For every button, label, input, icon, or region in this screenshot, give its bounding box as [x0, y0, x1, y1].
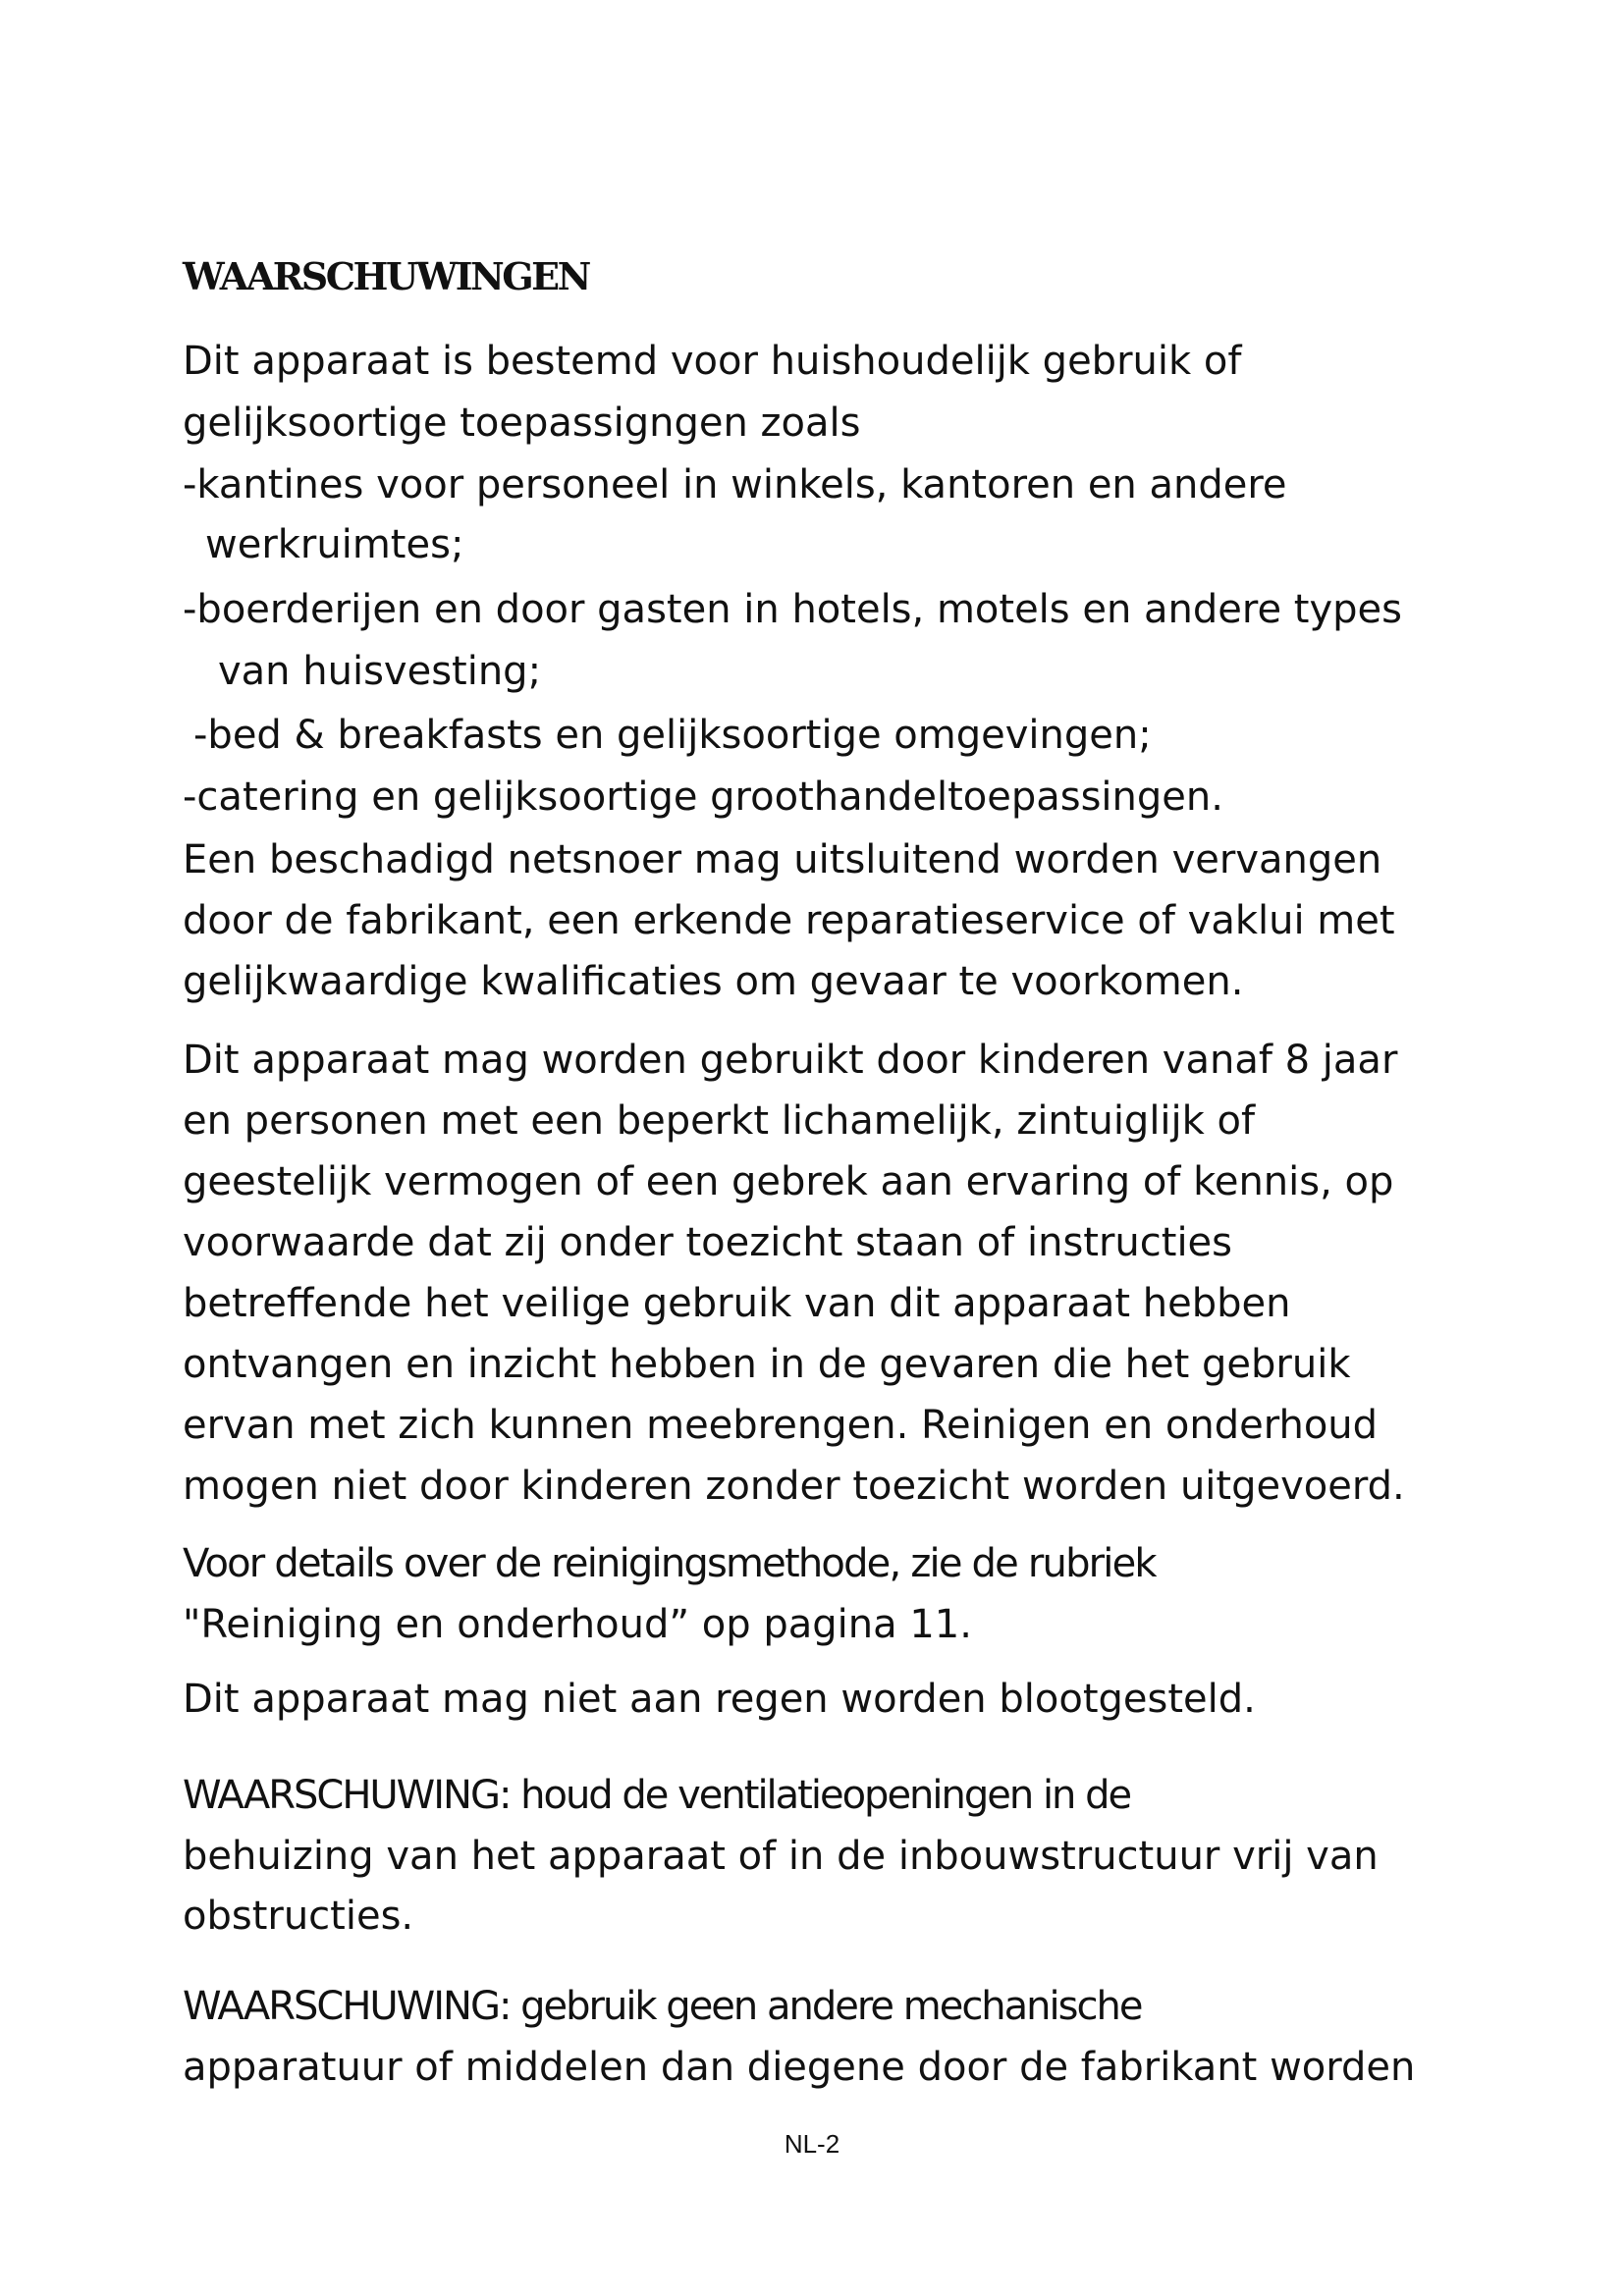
list-item-line: -bed & breakfasts en gelijksoortige omgevingen;	[193, 713, 1152, 758]
text-line: ontvangen en inzicht hebben in de gevaren die het gebruik	[183, 1342, 1351, 1387]
text-line: Voor details over de reinigingsmethode, zie de rubriek	[183, 1541, 1156, 1586]
text-line: geestelijk vermogen of een gebrek aan ervaring of kennis, op	[183, 1159, 1394, 1204]
text-line: Dit apparaat is bestemd voor huishoudelijk gebruik of	[183, 339, 1242, 384]
page-number: NL-2	[784, 2129, 840, 2159]
text-line: door de fabrikant, een erkende reparatieservice of vaklui met	[183, 898, 1395, 943]
text-line: Dit apparaat mag worden gebruikt door kinderen vanaf 8 jaar	[183, 1038, 1398, 1083]
text-line: obstructies.	[183, 1894, 414, 1939]
list-item-line: -boerderijen en door gasten in hotels, motels en andere types	[183, 587, 1402, 632]
text-line: gelijksoortige toepassigngen zoals	[183, 400, 861, 446]
warning-line: WAARSCHUWING: houd de ventilatieopeningen in de	[183, 1773, 1131, 1818]
text-line: gelijkwaardige kwalificaties om gevaar te voorkomen.	[183, 959, 1244, 1004]
text-line: ervan met zich kunnen meebrengen. Reinigen en onderhoud	[183, 1403, 1379, 1448]
text-line: "Reiniging en onderhoud” op pagina 11.	[183, 1602, 972, 1647]
list-item-continuation: werkruimtes;	[205, 522, 464, 567]
list-item-line: -kantines voor personeel in winkels, kantoren en andere	[183, 462, 1287, 507]
text-line: voorwaarde dat zij onder toezicht staan of instructies	[183, 1220, 1233, 1265]
text-line: betreffende het veilige gebruik van dit apparaat hebben	[183, 1281, 1291, 1326]
text-line: Dit apparaat mag niet aan regen worden blootgesteld.	[183, 1677, 1256, 1722]
section-heading: WAARSCHUWINGEN	[183, 254, 589, 298]
text-line: Een beschadigd netsnoer mag uitsluitend worden vervangen	[183, 837, 1382, 882]
warning-line: WAARSCHUWING: gebruik geen andere mechanische	[183, 1984, 1142, 2029]
text-line: apparatuur of middelen dan diegene door de fabrikant worden	[183, 2045, 1416, 2090]
list-item-continuation: van huisvesting;	[218, 649, 542, 694]
text-line: behuizing van het apparaat of in de inbouwstructuur vrij van	[183, 1834, 1379, 1879]
list-item-line: -catering en gelijksoortige groothandeltoepassingen.	[183, 774, 1223, 820]
text-line: en personen met een beperkt lichamelijk, zintuiglijk of	[183, 1098, 1256, 1144]
text-line: mogen niet door kinderen zonder toezicht worden uitgevoerd.	[183, 1464, 1405, 1509]
